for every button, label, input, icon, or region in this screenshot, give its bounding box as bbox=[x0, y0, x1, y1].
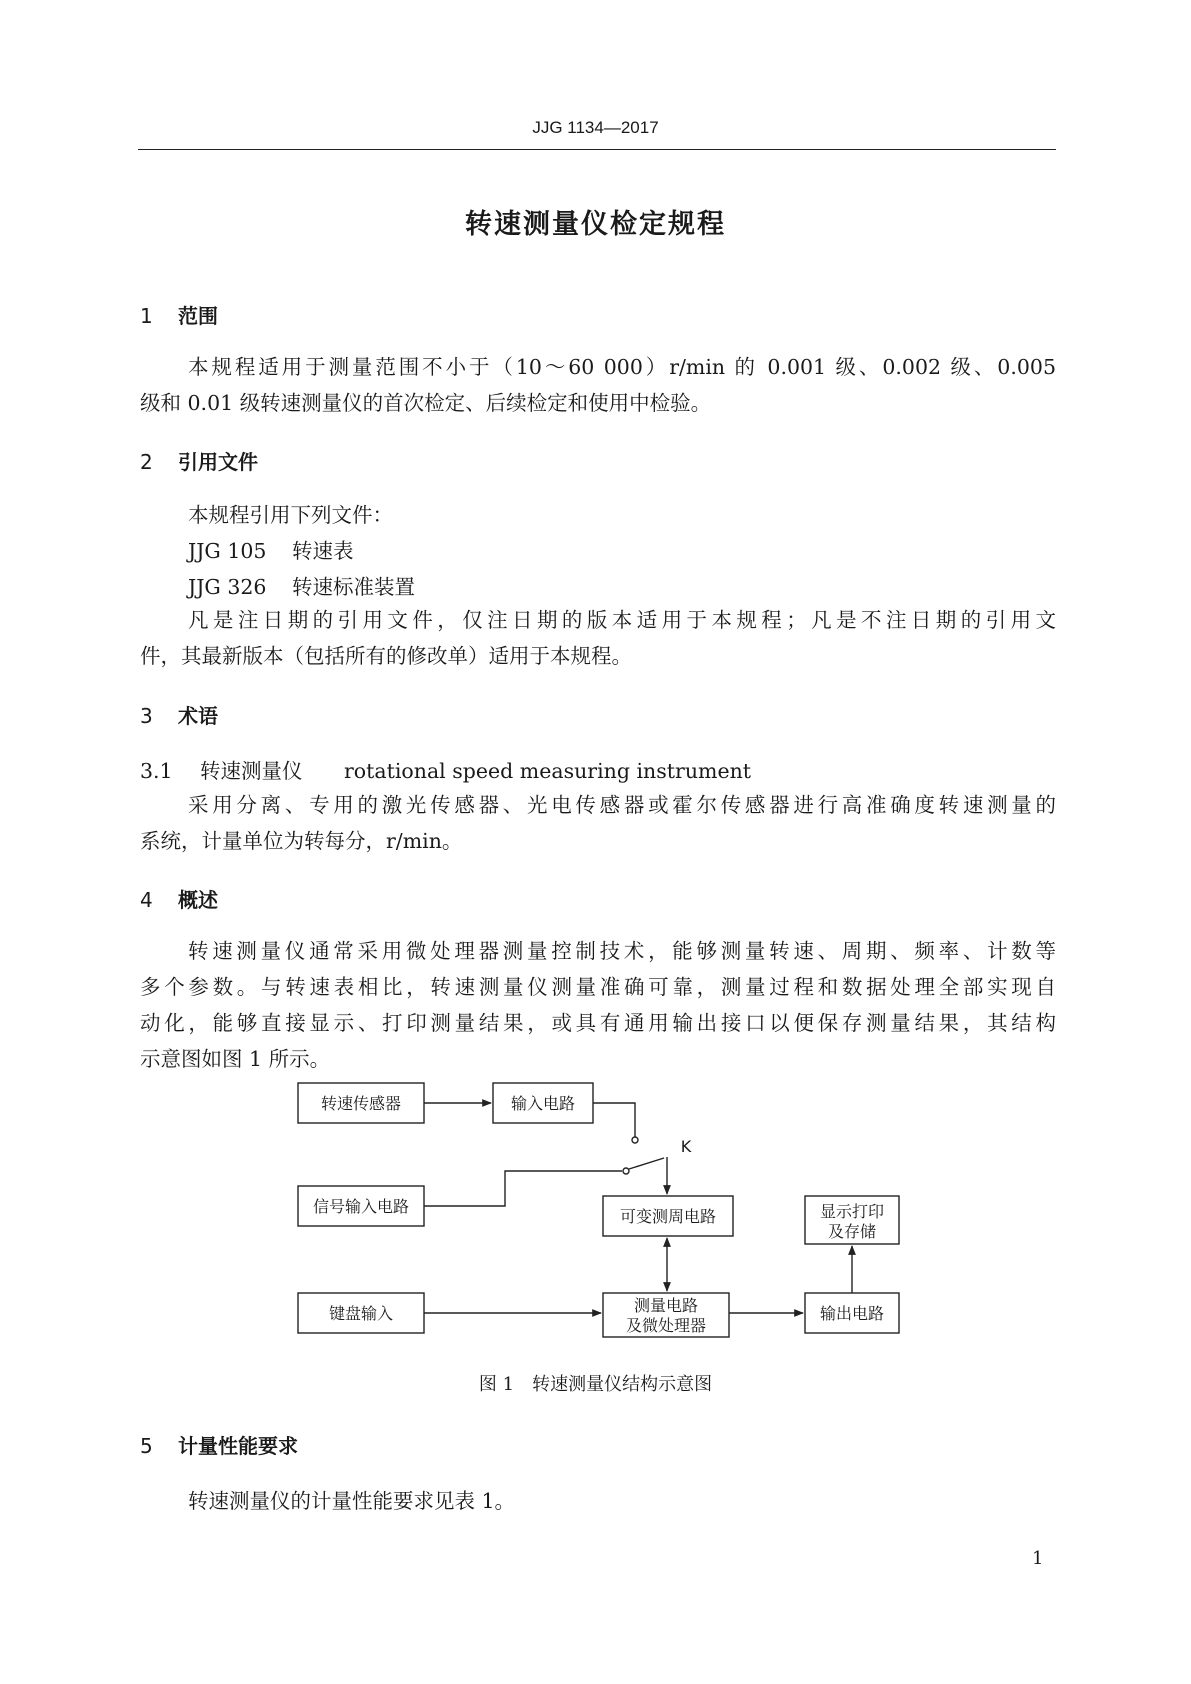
label-signal-input: 信号输入电路 bbox=[312, 1197, 410, 1216]
s3-def-line1: 采用分离、专用的激光传感器、光电传感器或霍尔传感器进行高准确度转速测量的 bbox=[188, 793, 1056, 817]
s4-para-line4: 示意图如图 1 所示。 bbox=[140, 1047, 331, 1071]
s2-intro: 本规程引用下列文件： bbox=[188, 503, 393, 527]
label-switch-k: K bbox=[680, 1137, 692, 1156]
s5-para: 转速测量仪的计量性能要求见表 1。 bbox=[188, 1489, 516, 1513]
section-title: 计量性能要求 bbox=[178, 1434, 298, 1458]
reference-name: 转速标准装置 bbox=[292, 575, 415, 599]
label-display-line1: 显示打印 bbox=[819, 1202, 885, 1221]
document-title: 转速测量仪检定规程 bbox=[465, 209, 726, 240]
reference-name: 转速表 bbox=[292, 539, 354, 563]
s4-para-line2: 多个参数。与转速表相比，转速测量仪测量准确可靠，测量过程和数据处理全部实现自 bbox=[140, 975, 1056, 999]
label-measure-line1: 测量电路 bbox=[633, 1296, 699, 1315]
line-input-to-switch bbox=[593, 1103, 635, 1137]
label-measure-line2: 及微处理器 bbox=[625, 1316, 707, 1335]
switch-blade bbox=[629, 1158, 664, 1169]
label-output-circuit: 输出电路 bbox=[819, 1304, 885, 1323]
section-number: 3 bbox=[140, 704, 153, 728]
section-title: 范围 bbox=[178, 304, 218, 328]
section-number: 4 bbox=[140, 888, 153, 912]
term-number: 3.1 bbox=[140, 759, 173, 783]
s1-para-line2: 级和 0.01 级转速测量仪的首次检定、后续检定和使用中检验。 bbox=[140, 391, 712, 415]
section-number: 1 bbox=[140, 304, 153, 328]
switch-contact-upper bbox=[632, 1137, 638, 1143]
page-number: 1 bbox=[1032, 1548, 1044, 1569]
label-variable-circuit: 可变测周电路 bbox=[619, 1207, 717, 1226]
label-input-circuit: 输入电路 bbox=[510, 1094, 576, 1113]
section-title: 概述 bbox=[178, 888, 218, 912]
switch-contact-lower bbox=[623, 1168, 629, 1174]
s2-note-line2: 件，其最新版本（包括所有的修改单）适用于本规程。 bbox=[140, 644, 632, 668]
term-english: rotational speed measuring instrument bbox=[344, 759, 752, 783]
section-title: 术语 bbox=[178, 704, 218, 728]
s2-note-line1: 凡是注日期的引用文件，仅注日期的版本适用于本规程；凡是不注日期的引用文 bbox=[188, 608, 1056, 632]
term-chinese: 转速测量仪 bbox=[200, 759, 303, 783]
line-signal-to-switch bbox=[424, 1171, 622, 1206]
reference-code: JJG 105 bbox=[188, 539, 267, 563]
section-title: 引用文件 bbox=[178, 450, 258, 474]
figure-caption: 图 1 转速测量仪结构示意图 bbox=[478, 1374, 713, 1395]
label-keyboard: 键盘输入 bbox=[328, 1304, 394, 1323]
s3-def-line2: 系统，计量单位为转每分，r/min。 bbox=[140, 829, 463, 853]
s4-para-line1: 转速测量仪通常采用微处理器测量控制技术，能够测量转速、周期、频率、计数等 bbox=[188, 939, 1056, 963]
label-speed-sensor: 转速传感器 bbox=[320, 1094, 402, 1113]
running-header: JJG 1134—2017 bbox=[532, 118, 659, 137]
s4-para-line3: 动化，能够直接显示、打印测量结果，或具有通用输出接口以便保存测量结果，其结构 bbox=[140, 1011, 1056, 1035]
label-display-line2: 及存储 bbox=[827, 1222, 877, 1241]
section-number: 2 bbox=[140, 450, 153, 474]
s1-para-line1: 本规程适用于测量范围不小于（10～60 000）r/min 的 0.001 级、0.002 级、0.005 bbox=[188, 355, 1056, 379]
section-number: 5 bbox=[140, 1434, 153, 1458]
reference-code: JJG 326 bbox=[188, 575, 267, 599]
section-5-heading bbox=[140, 1430, 298, 1459]
